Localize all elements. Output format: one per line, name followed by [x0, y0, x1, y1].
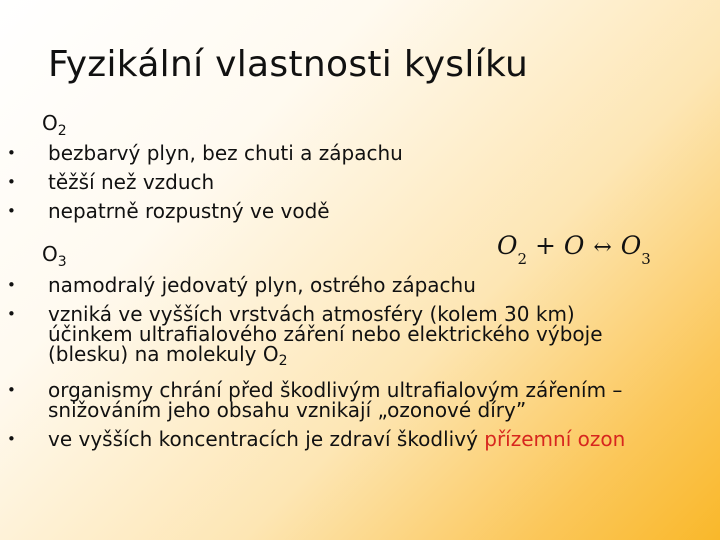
ozone-equation: [497, 231, 651, 268]
list-item: • bezbarvý plyn, bez chuti a zápachu: [0, 143, 700, 163]
list-item: • organismy chrání před škodlivým ultrafialovým zářením – snižováním jeho obsahu vznikají „ozonové díry”: [0, 380, 640, 420]
o3-heading-sub: 3: [57, 254, 67, 270]
list-item: • těžší než vzduch: [0, 172, 700, 192]
equation-o2-base: O: [497, 231, 518, 260]
equation-plus: +: [535, 231, 556, 260]
equilibrium-arrow-icon: ↔: [593, 235, 612, 260]
equation-o3-sub: 3: [641, 250, 651, 268]
o2-heading: [42, 111, 67, 139]
o3-harm-text: ve vyšších koncentracích je zdraví škodlivý: [48, 427, 485, 451]
o3-heading-base: O: [42, 242, 58, 266]
equation-o3-base: O: [620, 231, 642, 260]
slide-title: Fyzikální vlastnosti kyslíku: [48, 44, 529, 85]
list-item: [0, 304, 640, 371]
o3-properties-list: [0, 275, 640, 458]
o3-formation-text: vzniká ve vyšších vrstvách atmosféry (kolem 30 km) účinkem ultrafialového záření nebo elektrického výboje (blesku) na molekuly O: [48, 302, 603, 366]
list-item: [0, 429, 640, 449]
o2-properties-list: [0, 143, 700, 230]
equation-o2-sub: 2: [517, 250, 528, 268]
list-item: • namodralý jedovatý plyn, ostrého zápachu: [0, 275, 640, 295]
o3-formation-sub: 2: [278, 353, 288, 369]
list-item: • nepatrně rozpustný ve vodě: [0, 201, 700, 221]
ground-ozone-highlight: přízemní ozon: [484, 427, 626, 451]
o2-heading-sub: 2: [57, 123, 67, 139]
o3-heading: [42, 242, 67, 270]
o2-heading-base: O: [42, 111, 58, 135]
equation-o: O: [563, 231, 585, 260]
